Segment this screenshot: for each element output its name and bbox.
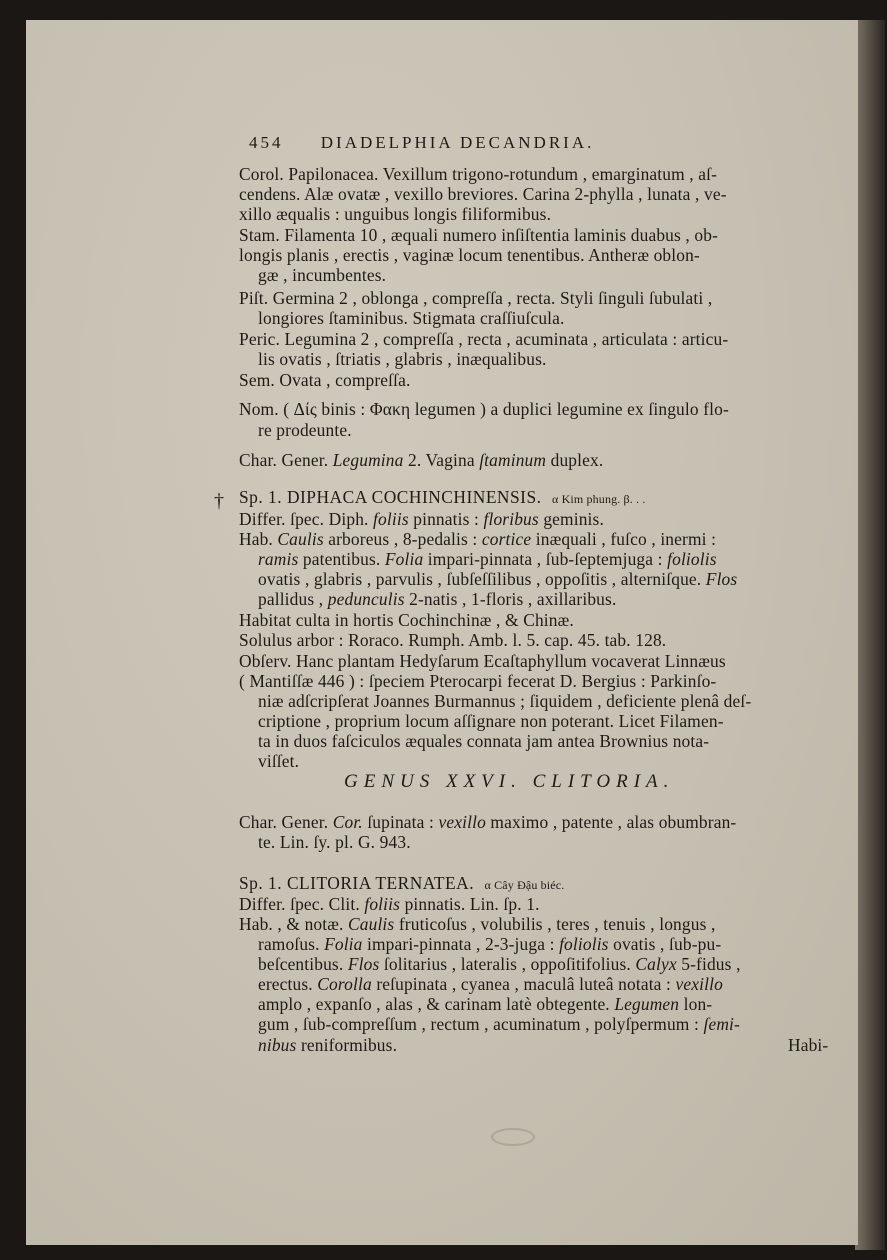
italic-term: Cor. [332, 812, 363, 832]
text-span: duplex. [550, 450, 604, 470]
italic-term: vexillo [438, 812, 486, 832]
text-span: Hab. , & notæ. [239, 914, 344, 934]
hab-line [258, 1035, 397, 1055]
italic-term: pedunculis [327, 589, 405, 609]
char-gener-line [239, 812, 736, 832]
italic-term: foliis [373, 509, 409, 529]
text-span: inæquali , fuſco , inermi : [535, 529, 717, 549]
book-page [26, 20, 858, 1245]
text-span: geminis. [543, 509, 604, 529]
text-line: lis ovatis , ſtriatis , glabris , inæqualibus. [258, 349, 547, 369]
hab-line [258, 994, 712, 1014]
hab-line [258, 974, 723, 994]
text-span: ramoſus. [258, 934, 320, 954]
text-line: cendens. Alæ ovatæ , vexillo breviores. Carina 2-phylla , lunata , ve- [239, 184, 727, 204]
bleed-through-ornament [491, 1128, 535, 1146]
genus-heading: GENUS XXVI. CLITORIA. [344, 771, 675, 792]
text-span: ovatis , ſub-pu- [613, 934, 722, 954]
italic-term: Caulis [277, 529, 324, 549]
italic-term: vexillo [675, 974, 723, 994]
hab-line [258, 549, 717, 569]
text-span: Char. Gener. [239, 812, 329, 832]
italic-term: floribus [483, 509, 539, 529]
text-span: 2-natis , 1-floris , axillaribus. [409, 589, 617, 609]
text-line: Corol. Papilonacea. Vexillum trigono-rotundum , emarginatum , aſ- [239, 164, 718, 184]
hab-line [239, 529, 716, 549]
italic-term: Calyx [635, 954, 677, 974]
text-span: pallidus , [258, 589, 324, 609]
text-span: arboreus , 8-pedalis : [328, 529, 478, 549]
text-line: Piſt. Germina 2 , oblonga , compreſſa , recta. Styli ſinguli ſubulati , [239, 288, 713, 308]
text-line: Peric. Legumina 2 , compreſſa , recta , acuminata , articulata : articu- [239, 329, 729, 349]
text-span: pinnatis. Lin. ſp. 1. [404, 894, 540, 914]
hab-line [258, 1014, 740, 1034]
text-span: erectus. [258, 974, 313, 994]
text-line: Nom. ( Δίς binis : Φακη legumen ) a duplici legumine ex ſingulo flo- [239, 399, 729, 419]
observ-line: Obſerv. Hanc plantam Hedyſarum Ecaſtaphyllum vocaverat Linnæus [239, 651, 726, 671]
text-span: patentibus. [302, 549, 381, 569]
hab-line [258, 954, 741, 974]
text-span: ſupinata : [367, 812, 435, 832]
text-line: longiores ſtaminibus. Stigmata craſſiuſcula. [258, 308, 565, 328]
text-span: beſcentibus. [258, 954, 344, 974]
hab-line [258, 934, 721, 954]
hab-line [258, 569, 737, 589]
italic-term: Corolla [317, 974, 372, 994]
char-gener-line: te. Lin. ſy. pl. G. 943. [258, 832, 411, 852]
text-span: impari-pinnata , 2-3-juga : [367, 934, 555, 954]
italic-term: ſtaminum [479, 450, 547, 470]
text-line: longis planis , erectis , vaginæ locum tenentibus. Antheræ oblon- [239, 245, 700, 265]
species-title: Sp. 1. DIPHACA COCHINCHINENSIS. [239, 487, 542, 507]
species-title-line [239, 873, 564, 895]
vernacular-name: α Kim phung. β. . . [551, 492, 646, 506]
text-span: reſupinata , cyanea , maculâ luteâ notata : [376, 974, 672, 994]
observ-line: ta in duos faſciculos æquales connata jam antea Brownius nota- [258, 731, 710, 751]
dagger-mark: † [214, 490, 224, 512]
text-span: Differ. ſpec. Clit. [239, 894, 360, 914]
text-line: Sem. Ovata , compreſſa. [239, 370, 411, 390]
italic-term: Legumina [332, 450, 404, 470]
italic-term: Caulis [348, 914, 395, 934]
text-span: lon- [683, 994, 713, 1014]
text-span: 2. Vagina [407, 450, 475, 470]
italic-term: foliolis [667, 549, 717, 569]
differ-line [239, 509, 604, 529]
italic-term: Flos [705, 569, 738, 589]
habitat-line: Habitat culta in hortis Cochinchinæ , & Chinæ. [239, 610, 574, 630]
page-number: 454 [249, 133, 284, 152]
text-span: ovatis , glabris , parvulis , ſubſeſſilibus , oppoſitis , alterniſque. [258, 569, 702, 589]
text-span: amplo , expanſo , alas , & carinam latè obtegente. [258, 994, 610, 1014]
page-header [249, 133, 594, 153]
text-span: maximo , patente , alas obumbran- [490, 812, 737, 832]
observ-line: viſſet. [258, 751, 300, 771]
hab-line [239, 914, 716, 934]
differ-line [239, 894, 540, 914]
text-line: Stam. Filamenta 10 , æquali numero inſiſtentia laminis duabus , ob- [239, 225, 719, 245]
italic-term: ramis [258, 549, 299, 569]
text-span: reniformibus. [300, 1035, 398, 1055]
text-span: gum , ſub-compreſſum , rectum , acuminatum , polyſpermum : [258, 1014, 699, 1034]
catchword: Habi- [788, 1035, 829, 1055]
text-span: 5-fidus , [681, 954, 741, 974]
running-title: DIADELPHIA DECANDRIA. [320, 133, 595, 152]
text-line: gæ , incumbentes. [258, 265, 387, 285]
char-gener-line [239, 450, 603, 470]
observ-line: niæ adſcripſerat Joannes Burmannus ; ſiquidem , deficiente plenâ deſ- [258, 691, 752, 711]
text-span: ſolitarius , lateralis , oppoſitifolius. [383, 954, 631, 974]
species-title: Sp. 1. CLITORIA TERNATEA. [239, 873, 475, 893]
italic-term: nibus [258, 1035, 297, 1055]
italic-term: ſemi- [703, 1014, 740, 1034]
vernacular-name: α Cây Đậu biéc. [484, 878, 565, 892]
italic-term: Legumen [614, 994, 680, 1014]
text-span: pinnatis : [413, 509, 479, 529]
text-span: Differ. ſpec. Diph. [239, 509, 369, 529]
hab-line [258, 589, 616, 609]
italic-term: Folia [324, 934, 363, 954]
text-span: impari-pinnata , ſub-ſeptemjuga : [427, 549, 663, 569]
observ-line: ( Mantiſſæ 446 ) : ſpeciem Pterocarpi fecerat D. Bergius : Parkinſo- [239, 671, 717, 691]
text-span: fruticoſus , volubilis , teres , tenuis , longus , [398, 914, 716, 934]
species-title-line [239, 487, 646, 509]
italic-term: foliolis [559, 934, 609, 954]
observ-line: criptione , proprium locum aſſignare non poterant. Licet Filamen- [258, 711, 724, 731]
text-line: xillo æqualis : unguibus longis filiformibus. [239, 204, 552, 224]
text-line: re prodeunte. [258, 420, 352, 440]
scan-page-edge [855, 20, 885, 1250]
italic-term: foliis [364, 894, 401, 914]
italic-term: cortice [481, 529, 532, 549]
label-text: Char. Gener. [239, 450, 329, 470]
italic-term: Folia [384, 549, 424, 569]
solulus-line: Solulus arbor : Roraco. Rumph. Amb. l. 5. cap. 45. tab. 128. [239, 630, 667, 650]
text-span: Hab. [239, 529, 273, 549]
italic-term: Flos [347, 954, 380, 974]
